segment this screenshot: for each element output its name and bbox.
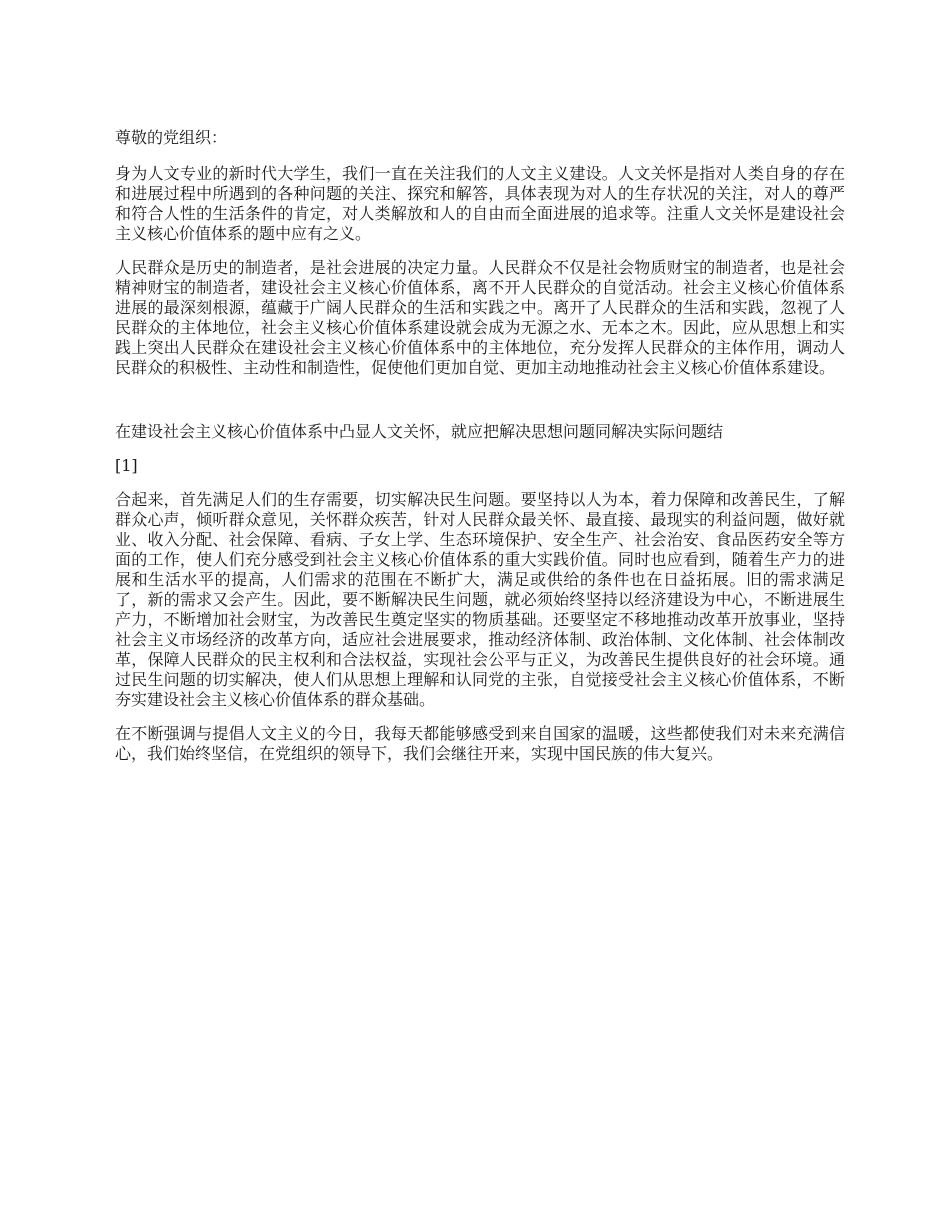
paragraph-conclusion: 在不断强调与提倡人文主义的今日，我每天都能够感受到来自国家的温暖，这些都使我们对未来充满信心，我们始终坚信，在党组织的领导下，我们会继往开来，实现中国民族的伟大复兴。 [115, 724, 845, 763]
paragraph-livelihood: 合起来，首先满足人们的生存需要，切实解决民生问题。要坚持以人为本，着力保障和改善民生，了解群众心声，倾听群众意见，关怀群众疾苦，针对人民群众最关怀、最直接、最现实的利益问题，做好就业、收入分配、社会保障、看病、子女上学、生态环境保护、安全生产、社会治安、食品医药安全等方面的工作，使人们充分感受到社会主义核心价值体系的重大实践价值。同时也应看到，随着生产力的进展和生活水平的提高，人们需求的范围在不断扩大，满足或供给的条件也在日益拓展。旧的需求满足了，新的需求又会产生。因此，要不断解决民生问题，就必须始终坚持以经济建设为中心，不断进展生产力，不断增加社会财宝，为改善民生奠定坚实的物质基础。还要坚定不移地推动改革开放事业，坚持社会主义市场经济的改革方向，适应社会进展要求，推动经济体制、政治体制、文化体制、社会体制改革，保障人民群众的民主权利和合法权益，实现社会公平与正义，为改善民生提供良好的社会环境。通过民生问题的切实解决，使人们从思想上理解和认同党的主张，自觉接受社会主义核心价值体系，不断夯实建设社会主义核心价值体系的群众基础。 [115, 490, 845, 709]
reference-marker: [1] [115, 456, 138, 475]
paragraph-combine-problems: 在建设社会主义核心价值体系中凸显人文关怀，就应把解决思想问题同解决实际问题结 [115, 422, 724, 441]
document-page [115, 128, 845, 778]
paragraph-people-masses: 人民群众是历史的制造者，是社会进展的决定力量。人民群众不仅是社会物质财宝的制造者，也是社会精神财宝的制造者，建设社会主义核心价值体系，离不开人民群众的自觉活动。社会主义核心价值体系进展的最深刻根源，蕴藏于广阔人民群众的生活和实践之中。离开了人民群众的生活和实践，忽视了人民群众的主体地位，社会主义核心价值体系建设就会成为无源之水、无本之木。因此，应从思想上和实践上突出人民群众在建设社会主义核心价值体系中的主体地位，充分发挥人民群众的主体作用，调动人民群众的积极性、主动性和制造性，促使他们更加自觉、更加主动地推动社会主义核心价值体系建设。 [115, 258, 845, 377]
paragraph-humanistic-care: 身为人文专业的新时代大学生，我们一直在关注我们的人文主义建设。人文关怀是指对人类自身的存在和进展过程中所遇到的各种问题的关注、探究和解答，具体表现为对人的生存状况的关注，对人的尊严和符合人性的生活条件的肯定，对人类解放和人的自由而全面进展的追求等。注重人文关怀是建设社会主义核心价值体系的题中应有之义。 [115, 164, 845, 243]
blank-gap [115, 392, 845, 422]
salutation: 尊敬的党组织： [115, 128, 228, 147]
